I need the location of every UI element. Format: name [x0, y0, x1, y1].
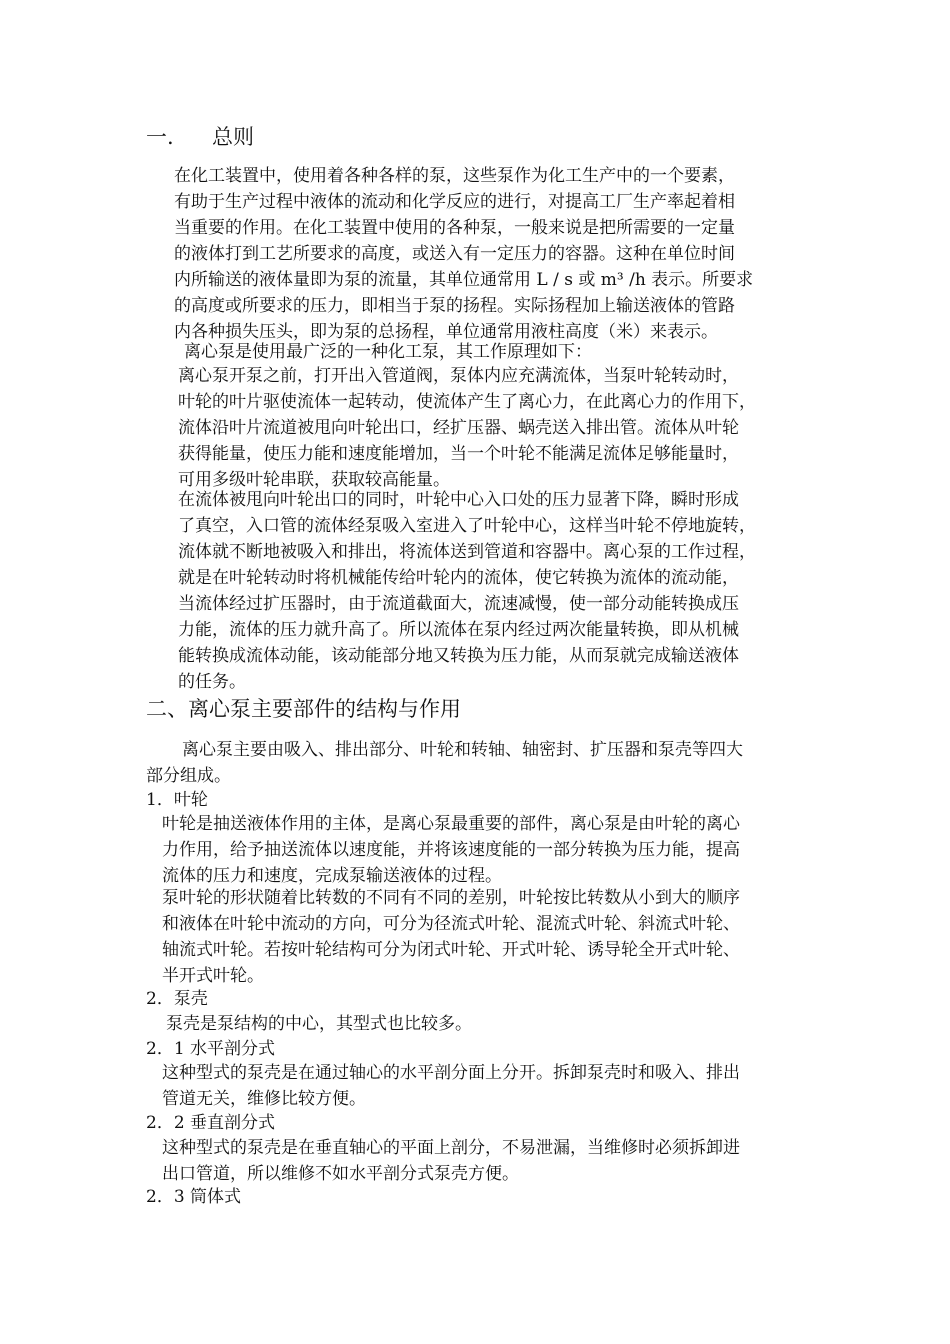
text-line: 了真空，入口管的流体经泵吸入室进入了叶轮中心，这样当叶轮不停地旋转， [178, 516, 756, 536]
text-line: 力作用，给予抽送流体以速度能，并将该速度能的一部分转换为压力能，提高 [162, 840, 740, 860]
text-line: 离心泵主要由吸入、排出部分、叶轮和转轴、轴密封、扩压器和泵壳等四大 [182, 740, 743, 760]
text-line: 可用多级叶轮串联，获取较高能量。 [178, 470, 450, 490]
section1-paragraph-1 [174, 163, 753, 345]
text-line: 的液体打到工艺所要求的高度，或送入有一定压力的容器。这种在单位时间 [174, 244, 735, 264]
text-line: 和液体在叶轮中流动的方向，可分为径流式叶轮、混流式叶轮、斜流式叶轮、 [162, 914, 740, 934]
text-line: 力能，流体的压力就升高了。所以流体在泵内经过两次能量转换，即从机械 [178, 620, 739, 640]
text-line: 叶轮的叶片驱使流体一起转动，使流体产生了离心力，在此离心力的作用下， [178, 392, 756, 412]
text-line: 就是在叶轮转动时将机械能传给叶轮内的流体，使它转换为流体的流动能， [178, 568, 739, 588]
impeller-paragraph-2 [162, 885, 740, 989]
text-line: 离心泵是使用最广泛的一种化工泵，其工作原理如下： [184, 342, 592, 362]
text-line: 内各种损失压头，即为泵的总扬程，单位通常用液柱高度（米）来表示。 [174, 322, 718, 342]
impeller-paragraph-1 [162, 811, 740, 889]
text-line: 这种型式的泵壳是在垂直轴心的平面上剖分，不易泄漏，当维修时必须拆卸进 [162, 1138, 740, 1158]
section2-title: 二、离心泵主要部件的结构与作用 [146, 697, 461, 721]
section1-number: 一. [146, 125, 174, 149]
subsection-impeller-title: 1．叶轮 [146, 790, 208, 810]
text-line: 这种型式的泵壳是在通过轴心的水平剖分面上分开。拆卸泵壳时和吸入、排出 [162, 1063, 740, 1083]
text-line: 当流体经过扩压器时，由于流道截面大，流速减慢，使一部分动能转换成压 [178, 594, 739, 614]
text-line: 的高度或所要求的压力，即相当于泵的扬程。实际扬程加上输送液体的管路 [174, 296, 735, 316]
casing-text: 泵壳是泵结构的中心，其型式也比较多。 [166, 1014, 472, 1034]
text-line: 内所输送的液体量即为泵的流量，其单位通常用 L / s 或 m³ /h 表示。所要求 [174, 270, 754, 290]
subsection-horizontal-split-title: 2．1 水平剖分式 [146, 1039, 276, 1059]
text-line: 能转换成流体动能，该动能部分地又转换为压力能，从而泵就完成输送液体 [178, 646, 739, 666]
text-line: 轴流式叶轮。若按叶轮结构可分为闭式叶轮、开式叶轮、诱导轮全开式叶轮、 [162, 940, 740, 960]
text-line: 流体的压力和速度，完成泵输送液体的过程。 [162, 866, 502, 886]
text-line: 部分组成。 [146, 766, 231, 786]
text-line: 叶轮是抽送液体作用的主体，是离心泵最重要的部件，离心泵是由叶轮的离心 [162, 814, 740, 834]
text-line: 有助于生产过程中液体的流动和化学反应的进行，对提高工厂生产率起着相 [174, 192, 735, 212]
section2-intro [146, 737, 743, 789]
subsection-vertical-split-title: 2．2 垂直剖分式 [146, 1113, 276, 1133]
horizontal-split-paragraph [162, 1060, 740, 1112]
text-line: 半开式叶轮。 [162, 966, 264, 986]
text-line: 泵叶轮的形状随着比转数的不同有不同的差别，叶轮按比转数从小到大的顺序 [162, 888, 740, 908]
text-line: 当重要的作用。在化工装置中使用的各种泵，一般来说是把所需要的一定量 [174, 218, 735, 238]
text-line: 的任务。 [178, 672, 246, 692]
text-line: 流体沿叶片流道被甩向叶轮出口，经扩压器、蜗壳送入排出管。流体从叶轮 [178, 418, 739, 438]
text-line: 离心泵开泵之前，打开出入管道阀，泵体内应充满流体，当泵叶轮转动时， [178, 366, 739, 386]
text-line: 出口管道，所以维修不如水平剖分式泵壳方便。 [162, 1164, 519, 1184]
section1-paragraph-2 [184, 339, 592, 365]
subsection-casing-title: 2．泵壳 [146, 989, 208, 1009]
text-line: 管道无关，维修比较方便。 [162, 1089, 366, 1109]
section1-title: 总则 [212, 125, 254, 149]
vertical-split-paragraph [162, 1135, 740, 1187]
section1-paragraph-4 [178, 487, 756, 695]
text-line: 在化工装置中，使用着各种各样的泵，这些泵作为化工生产中的一个要素， [174, 166, 735, 186]
section1-paragraph-3 [178, 363, 756, 493]
text-line: 在流体被甩向叶轮出口的同时，叶轮中心入口处的压力显著下降，瞬时形成 [178, 490, 739, 510]
subsection-barrel-title: 2．3 筒体式 [146, 1187, 242, 1207]
text-line: 获得能量，使压力能和速度能增加，当一个叶轮不能满足流体足够能量时， [178, 444, 739, 464]
text-line: 流体就不断地被吸入和排出，将流体送到管道和容器中。离心泵的工作过程， [178, 542, 756, 562]
